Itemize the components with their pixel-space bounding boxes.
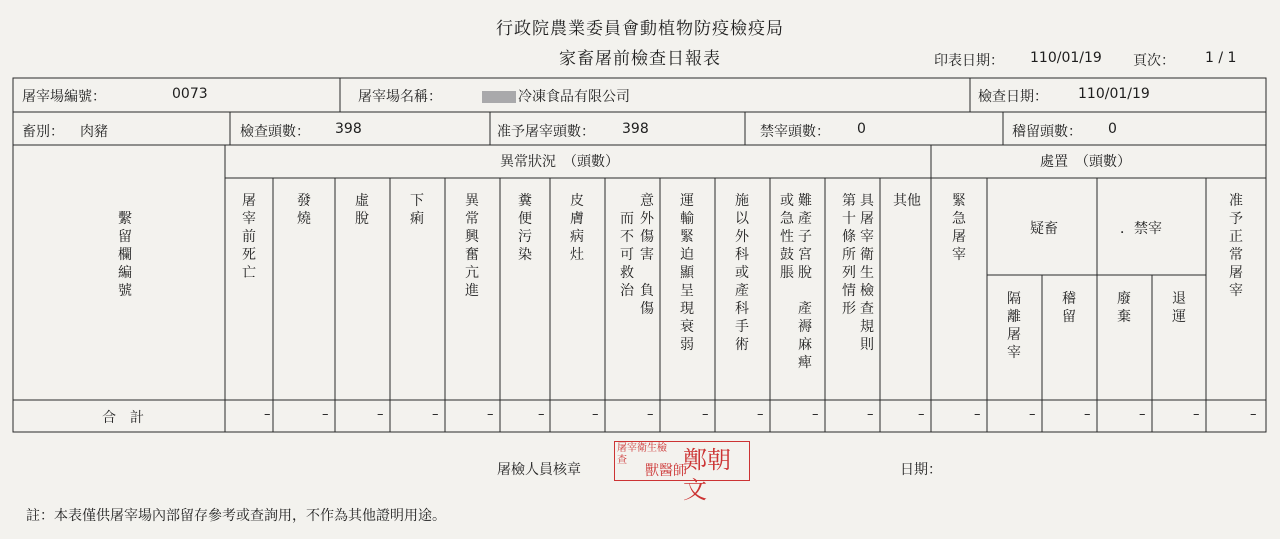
- detained-label: 稽留頭數：: [1012, 124, 1082, 140]
- col-returned: 退運: [1172, 291, 1186, 325]
- stamp-name: 鄭朝文: [683, 446, 731, 504]
- col-fever: 發燒: [297, 193, 311, 227]
- total-cell: –: [432, 407, 439, 422]
- total-cell: –: [1029, 407, 1036, 422]
- col-skin-lesion: 皮膚病灶: [570, 193, 584, 263]
- vet-seal-stamp: [614, 441, 750, 504]
- plant-name-label: 屠宰場名稱：: [358, 89, 442, 105]
- print-date-label: 印表日期：: [934, 53, 1004, 69]
- col-death-before-slaughter: 屠宰前死亡: [242, 193, 256, 281]
- total-cell: –: [812, 407, 819, 422]
- col-accidental-injury-a: 意外傷害: [640, 193, 654, 263]
- species: 肉豬: [80, 124, 108, 140]
- total-cell: –: [1193, 407, 1200, 422]
- col-detention: 稽留: [1062, 291, 1076, 325]
- total-cell: –: [377, 407, 384, 422]
- col-dystocia-b: 或急性鼓脹: [780, 193, 794, 281]
- col-emergency-slaughter: 緊急屠宰: [952, 193, 966, 263]
- footnote: 註：本表僅供屠宰場內部留存參考或查詢用，不作為其他證明用途。: [26, 508, 446, 524]
- total-cell: –: [1139, 407, 1146, 422]
- total-cell: –: [264, 407, 271, 422]
- col-dystocia-c: 產褥麻痺: [798, 301, 812, 371]
- col-collapse: 虛脫: [355, 193, 369, 227]
- banned-count: 0: [857, 121, 866, 137]
- approved-label: 准予屠宰頭數：: [497, 124, 595, 140]
- plant-no: 0073: [172, 86, 208, 102]
- banned-label: 禁宰頭數：: [760, 124, 830, 140]
- stamp-title: 獸醫師: [645, 463, 687, 479]
- total-cell: –: [322, 407, 329, 422]
- suspect-group-header: 疑畜: [1030, 221, 1058, 237]
- total-cell: –: [538, 407, 545, 422]
- reviewer-label: 屠檢人員核章: [497, 462, 581, 478]
- col-excitement: 異常興奮亢進: [465, 193, 479, 299]
- plant-name-text: 冷凍食品有限公司: [518, 89, 630, 105]
- inspected-count: 398: [335, 121, 362, 137]
- col-isolation-slaughter: 隔離屠宰: [1007, 291, 1021, 361]
- total-cell: –: [1250, 407, 1257, 422]
- print-date: 110/01/19: [1030, 50, 1102, 66]
- plant-name: [482, 86, 630, 106]
- col-condemned: 廢棄: [1117, 291, 1131, 325]
- species-label: 畜別：: [22, 124, 64, 140]
- col-fecal-contamination: 糞便污染: [518, 193, 532, 263]
- abnormal-header: 異常狀況 （頭數）: [500, 154, 619, 170]
- inspect-date-label: 檢查日期：: [978, 89, 1048, 105]
- col-regulation-b: 第十條所列情形: [842, 193, 856, 317]
- redaction-block: [482, 91, 516, 103]
- total-cell: –: [867, 407, 874, 422]
- approved-count: 398: [622, 121, 649, 137]
- col-surgery: 施以外科或產科手術: [735, 193, 749, 353]
- total-cell: –: [487, 407, 494, 422]
- col-diarrhea: 下痢: [410, 193, 424, 227]
- col-approved-slaughter: 准予正常屠宰: [1229, 193, 1243, 299]
- pen-no-header: 繫留欄編號: [118, 211, 132, 299]
- col-accidental-injury-c: 負傷: [640, 283, 654, 317]
- page-value: 1 / 1: [1205, 50, 1237, 66]
- stamp-small-text: 屠宰衛生檢查: [617, 443, 667, 466]
- col-transport-stress: 運輸緊迫顯呈現衰弱: [680, 193, 694, 353]
- date-label: 日期：: [900, 462, 942, 478]
- col-other: 其他: [893, 193, 921, 209]
- inspect-date: 110/01/19: [1078, 86, 1150, 102]
- total-cell: –: [918, 407, 925, 422]
- col-regulation-a: 具屠宰衛生檢查規則: [860, 193, 874, 353]
- total-cell: –: [592, 407, 599, 422]
- total-cell: –: [1084, 407, 1091, 422]
- col-accidental-injury-b: 而不可救治: [620, 211, 634, 299]
- total-cell: –: [647, 407, 654, 422]
- disposal-header: 處置 （頭數）: [1040, 154, 1131, 170]
- detained-count: 0: [1108, 121, 1117, 137]
- total-label: 合 計: [102, 410, 144, 426]
- total-cell: –: [757, 407, 764, 422]
- plant-no-label: 屠宰場編號：: [22, 89, 106, 105]
- inspected-label: 檢查頭數：: [240, 124, 310, 140]
- page-label: 頁次：: [1133, 53, 1175, 69]
- total-cell: –: [702, 407, 709, 422]
- agency-title: 行政院農業委員會動植物防疫檢疫局: [496, 19, 784, 39]
- col-dystocia-a: 難產子宮脫: [798, 193, 812, 281]
- form-title: 家畜屠前檢查日報表: [559, 49, 721, 69]
- ban-group-header: ．禁宰: [1120, 221, 1162, 237]
- total-cell: –: [974, 407, 981, 422]
